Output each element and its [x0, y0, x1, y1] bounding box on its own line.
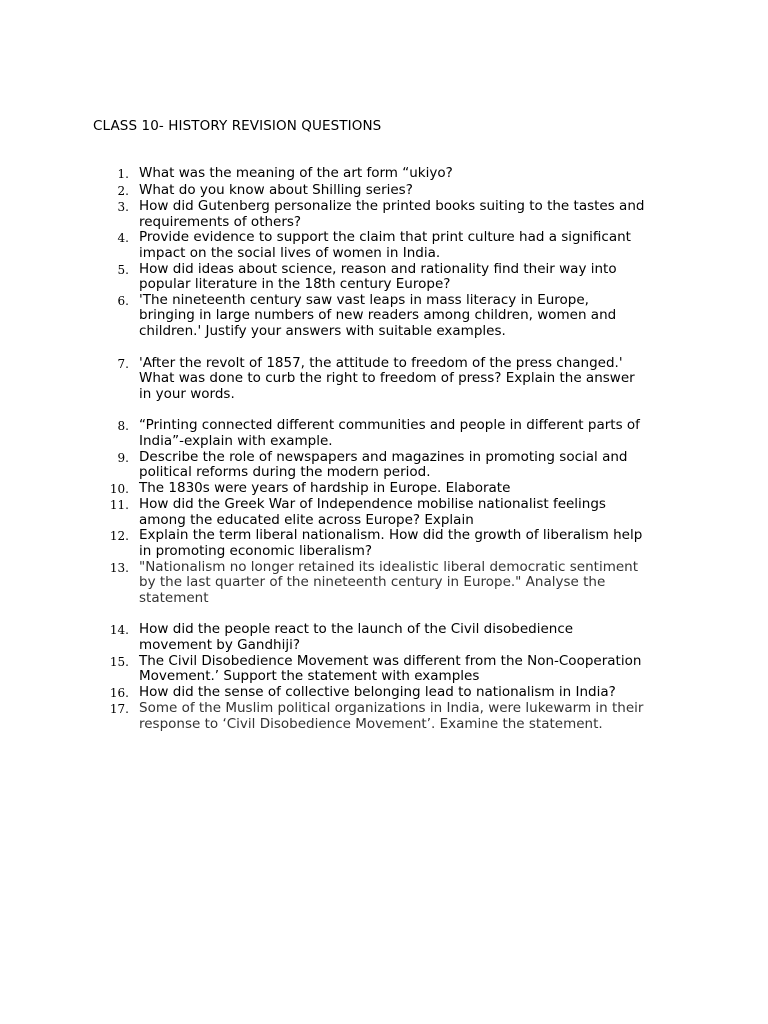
question-item [0, 560, 768, 607]
question-item [0, 199, 768, 230]
question-number: 7. [117, 356, 129, 371]
question-number: 1. [117, 167, 129, 181]
question-number: 17. [109, 702, 129, 717]
question-text: What was the meaning of the art form “ukiyo? [139, 165, 453, 181]
question-item [0, 685, 768, 702]
question-text: Provide evidence to support the claim that print culture had a significant impact on the social lives of women in India. [139, 229, 631, 261]
question-text: How did the Greek War of Independence mobilise nationalist feelings among the educated elite across Europe? Explain [139, 496, 606, 528]
question-text: 'The nineteenth century saw vast leaps in mass literacy in Europe, bringing in large numbers of new readers among children, women and children.' Justify your answers with suitable examples. [139, 291, 617, 339]
question-number: 12. [109, 529, 129, 544]
question-text: Describe the role of newspapers and magazines in promoting social and political reforms during the modern period. [139, 448, 628, 481]
question-item [0, 701, 768, 732]
question-number: 10. [109, 481, 129, 496]
question-number: 4. [117, 231, 129, 246]
question-number: 16. [109, 685, 129, 700]
question-item [0, 418, 768, 449]
question-number: 8. [117, 419, 129, 434]
question-item [0, 356, 768, 403]
question-text: Some of the Muslim political organizations in India, were lukewarm in their response to ‘Civil Disobedience Movement’. Examine the statement. [139, 700, 644, 732]
question-number: 6. [117, 293, 129, 308]
question-text: The 1830s were years of hardship in Europe. Elaborate [139, 479, 511, 496]
question-text: How did Gutenberg personalize the printed books suiting to the tastes and requirements of others? [139, 198, 645, 230]
question-number: 3. [117, 200, 129, 215]
question-list [0, 166, 768, 733]
question-number: 9. [117, 450, 129, 465]
question-number: 11. [109, 498, 129, 513]
question-text: Explain the term liberal nationalism. How did the growth of liberalism help in promoting economic liberalism? [139, 527, 643, 560]
question-text: 'After the revolt of 1857, the attitude to freedom of the press changed.' What was done to curb the right to freedom of press? Explain the answer in your words. [139, 354, 635, 402]
question-number: 15. [109, 654, 129, 669]
question-text: The Civil Disobedience Movement was different from the Non-Cooperation Movement.’ Support the statement with examples [139, 652, 642, 685]
page-title: CLASS 10- HISTORY REVISION QUESTIONS [93, 118, 382, 134]
question-number: 14. [109, 623, 129, 638]
question-number: 5. [117, 262, 129, 277]
question-item [0, 293, 768, 340]
question-text: “Printing connected different communities and people in different parts of India”-explain with example. [139, 417, 640, 449]
question-text: What do you know about Shilling series? [139, 181, 413, 198]
question-text: How did ideas about science, reason and rationality find their way into popular literature in the 18th century Europe? [139, 260, 617, 293]
question-item [0, 622, 768, 653]
question-text: How did the sense of collective belonging lead to nationalism in India? [139, 683, 616, 700]
question-text: "Nationalism no longer retained its idealistic liberal democratic sentiment by the last quarter of the nineteenth century in Europe." Analyse the statement [139, 558, 639, 606]
question-item [0, 183, 768, 200]
question-text: How did the people react to the launch of the Civil disobedience movement by Gandhiji? [139, 621, 574, 654]
question-item [0, 166, 768, 183]
question-item [0, 230, 768, 261]
question-item [0, 481, 768, 498]
question-item [0, 450, 768, 481]
question-item [0, 654, 768, 685]
question-number: 13. [109, 560, 129, 575]
question-item [0, 528, 768, 559]
question-item [0, 497, 768, 528]
question-item [0, 262, 768, 293]
question-number: 2. [117, 183, 129, 198]
